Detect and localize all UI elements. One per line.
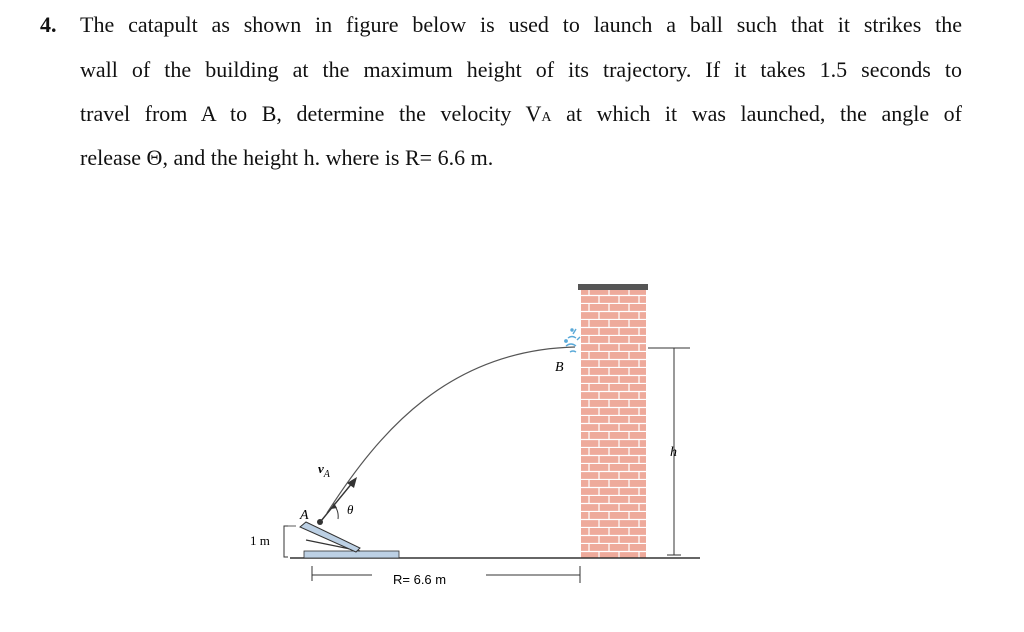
r-label: R= 6.6 m	[393, 572, 447, 587]
problem-number: 4.	[40, 12, 57, 37]
problem-line-2: wall of the building at the maximum height of its trajectory. If it takes 1.5 seconds to	[80, 57, 962, 82]
point-b-label: B	[555, 360, 564, 375]
velocity-label: $v_A$	[318, 461, 330, 480]
brick-wall	[581, 289, 646, 558]
ball-trajectory	[327, 347, 575, 513]
point-a-label: A	[300, 508, 309, 523]
theta-label: θ	[347, 502, 354, 517]
h-label: h	[670, 445, 677, 460]
velocity-arrowhead	[347, 477, 357, 488]
catapult-base-plate	[304, 551, 399, 558]
wall-cap	[578, 284, 648, 290]
problem-line-4: release Θ, and the height h. where is R= 6.6 m.	[80, 145, 494, 170]
catapult-arm	[300, 522, 360, 552]
impact-splash	[565, 329, 580, 352]
velocity-subscript: A	[541, 110, 552, 125]
problem-line-1: The catapult as shown in figure below is used to launch a ball such that it strikes the	[80, 12, 962, 37]
height-1m-label: 1 m	[250, 533, 270, 548]
height-1m-bracket	[284, 526, 288, 557]
velocity-symbol: V	[525, 101, 542, 126]
problem-line-3-end: at which it was launched, the angle of	[551, 101, 962, 126]
problem-line-3-start: travel from A to B, determine the velocity	[80, 101, 512, 126]
